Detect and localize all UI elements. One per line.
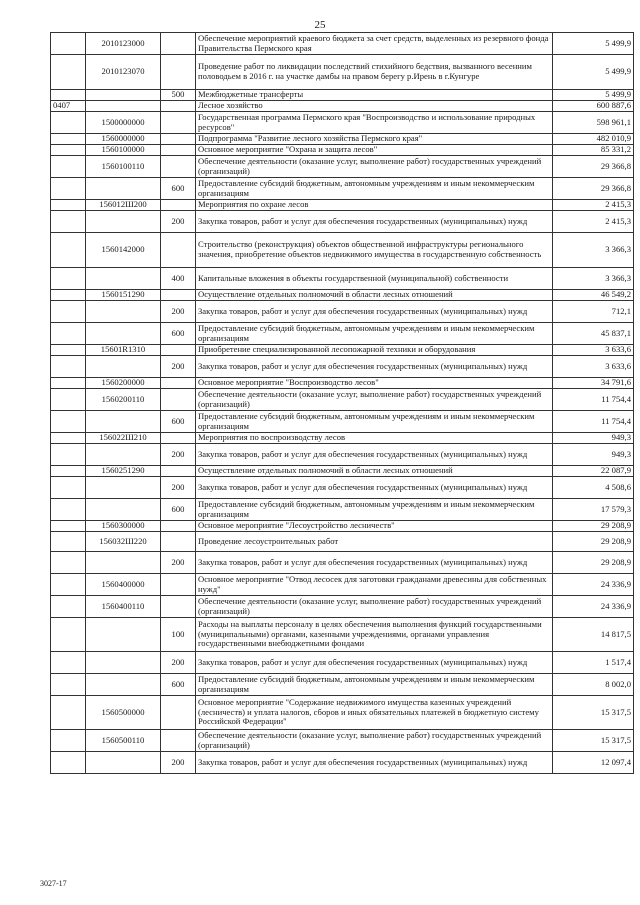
target-article-cell: 156012Ш200: [86, 200, 161, 211]
section-code-cell: 0407: [51, 101, 86, 112]
section-code-cell: [51, 134, 86, 145]
item-name-cell: Предоставление субсидий бюджетным, автономным учреждениям и иным некоммерческим организациям: [196, 411, 553, 433]
target-article-cell: 156022Ш210: [86, 433, 161, 444]
table-row: [51, 618, 634, 652]
section-code-cell: [51, 378, 86, 389]
expense-type-cell: [161, 378, 196, 389]
item-name-cell: Строительство (реконструкция) объектов общественной инфраструктуры регионального значения, приобретение объектов недвижимого имущества в государственную собственность: [196, 233, 553, 268]
expense-type-cell: [161, 290, 196, 301]
expense-type-cell: [161, 233, 196, 268]
target-article-cell: 1560200110: [86, 389, 161, 411]
table-row: [51, 752, 634, 774]
target-article-cell: 1560300000: [86, 521, 161, 532]
item-name-cell: Основное мероприятие "Лесоустройство лесничеств": [196, 521, 553, 532]
item-name-cell: Межбюджетные трансферты: [196, 90, 553, 101]
budget-table-body: [51, 33, 634, 774]
amount-cell: 949,3: [553, 444, 634, 466]
amount-cell: 1 517,4: [553, 652, 634, 674]
target-article-cell: [86, 552, 161, 574]
target-article-cell: [86, 477, 161, 499]
table-row: [51, 652, 634, 674]
target-article-cell: [86, 301, 161, 323]
table-row: [51, 345, 634, 356]
expense-type-cell: [161, 389, 196, 411]
section-code-cell: [51, 411, 86, 433]
amount-cell: 598 961,1: [553, 112, 634, 134]
expense-type-cell: 200: [161, 444, 196, 466]
amount-cell: 85 331,2: [553, 145, 634, 156]
target-article-cell: [86, 618, 161, 652]
target-article-cell: 156032Ш220: [86, 532, 161, 552]
amount-cell: 24 336,9: [553, 596, 634, 618]
amount-cell: 29 208,9: [553, 532, 634, 552]
item-name-cell: Закупка товаров, работ и услуг для обеспечения государственных (муниципальных) нужд: [196, 356, 553, 378]
expense-type-cell: 200: [161, 552, 196, 574]
expense-type-cell: 600: [161, 499, 196, 521]
expense-type-cell: [161, 55, 196, 90]
table-row: [51, 532, 634, 552]
amount-cell: 949,3: [553, 433, 634, 444]
amount-cell: 15 317,5: [553, 696, 634, 730]
target-article-cell: 1560151290: [86, 290, 161, 301]
expense-type-cell: 200: [161, 301, 196, 323]
target-article-cell: 1560500110: [86, 730, 161, 752]
expense-type-cell: 400: [161, 268, 196, 290]
item-name-cell: Обеспечение деятельности (оказание услуг, выполнение работ) государственных учреждений (организаций): [196, 389, 553, 411]
item-name-cell: Обеспечение деятельности (оказание услуг, выполнение работ) государственных учреждений (организаций): [196, 596, 553, 618]
amount-cell: 29 208,9: [553, 521, 634, 532]
section-code-cell: [51, 433, 86, 444]
amount-cell: 46 549,2: [553, 290, 634, 301]
item-name-cell: Капитальные вложения в объекты государственной (муниципальной) собственности: [196, 268, 553, 290]
section-code-cell: [51, 323, 86, 345]
item-name-cell: Предоставление субсидий бюджетным, автономным учреждениям и иным некоммерческим организациям: [196, 674, 553, 696]
table-row: [51, 552, 634, 574]
table-row: [51, 233, 634, 268]
item-name-cell: Основное мероприятие "Отвод лесосек для заготовки гражданами древесины для собственных нужд": [196, 574, 553, 596]
target-article-cell: 15601R1310: [86, 345, 161, 356]
table-row: [51, 301, 634, 323]
expense-type-cell: [161, 145, 196, 156]
target-article-cell: [86, 178, 161, 200]
expense-type-cell: [161, 466, 196, 477]
section-code-cell: [51, 156, 86, 178]
target-article-cell: 1560142000: [86, 233, 161, 268]
amount-cell: 5 499,9: [553, 90, 634, 101]
target-article-cell: [86, 444, 161, 466]
table-row: [51, 521, 634, 532]
section-code-cell: [51, 90, 86, 101]
item-name-cell: Обеспечение деятельности (оказание услуг, выполнение работ) государственных учреждений (организаций): [196, 156, 553, 178]
amount-cell: 29 208,9: [553, 552, 634, 574]
section-code-cell: [51, 145, 86, 156]
amount-cell: 11 754,4: [553, 389, 634, 411]
table-row: [51, 356, 634, 378]
expense-type-cell: [161, 101, 196, 112]
table-row: [51, 444, 634, 466]
expense-type-cell: [161, 574, 196, 596]
section-code-cell: [51, 674, 86, 696]
amount-cell: 3 366,3: [553, 268, 634, 290]
item-name-cell: Закупка товаров, работ и услуг для обеспечения государственных (муниципальных) нужд: [196, 211, 553, 233]
amount-cell: 45 837,1: [553, 323, 634, 345]
section-code-cell: [51, 521, 86, 532]
target-article-cell: 1500000000: [86, 112, 161, 134]
expense-type-cell: 200: [161, 752, 196, 774]
target-article-cell: 1560200000: [86, 378, 161, 389]
amount-cell: 4 508,6: [553, 477, 634, 499]
table-row: [51, 477, 634, 499]
expense-type-cell: [161, 112, 196, 134]
amount-cell: 5 499,9: [553, 33, 634, 55]
item-name-cell: Обеспечение деятельности (оказание услуг, выполнение работ) государственных учреждений (организаций): [196, 730, 553, 752]
target-article-cell: [86, 90, 161, 101]
item-name-cell: Закупка товаров, работ и услуг для обеспечения государственных (муниципальных) нужд: [196, 444, 553, 466]
amount-cell: 22 087,9: [553, 466, 634, 477]
expense-type-cell: [161, 345, 196, 356]
target-article-cell: [86, 652, 161, 674]
table-row: [51, 156, 634, 178]
section-code-cell: [51, 345, 86, 356]
amount-cell: 2 415,3: [553, 200, 634, 211]
target-article-cell: [86, 356, 161, 378]
amount-cell: 5 499,9: [553, 55, 634, 90]
table-row: [51, 696, 634, 730]
expense-type-cell: [161, 730, 196, 752]
section-code-cell: [51, 389, 86, 411]
expense-type-cell: [161, 200, 196, 211]
item-name-cell: Расходы на выплаты персоналу в целях обеспечения выполнения функций государственными (муниципальными) органами, казенными учреждениями, органами управления государственными внебюджетными фондами: [196, 618, 553, 652]
expense-type-cell: 200: [161, 211, 196, 233]
expense-type-cell: 500: [161, 90, 196, 101]
target-article-cell: [86, 674, 161, 696]
item-name-cell: Закупка товаров, работ и услуг для обеспечения государственных (муниципальных) нужд: [196, 552, 553, 574]
expense-type-cell: [161, 696, 196, 730]
table-row: [51, 211, 634, 233]
expense-type-cell: [161, 156, 196, 178]
target-article-cell: 1560400000: [86, 574, 161, 596]
target-article-cell: 1560400110: [86, 596, 161, 618]
section-code-cell: [51, 730, 86, 752]
table-row: [51, 378, 634, 389]
target-article-cell: [86, 752, 161, 774]
section-code-cell: [51, 552, 86, 574]
item-name-cell: Предоставление субсидий бюджетным, автономным учреждениям и иным некоммерческим организациям: [196, 499, 553, 521]
expense-type-cell: 200: [161, 477, 196, 499]
expense-type-cell: [161, 33, 196, 55]
expense-type-cell: 200: [161, 356, 196, 378]
item-name-cell: Закупка товаров, работ и услуг для обеспечения государственных (муниципальных) нужд: [196, 652, 553, 674]
expense-type-cell: 100: [161, 618, 196, 652]
section-code-cell: [51, 112, 86, 134]
item-name-cell: Мероприятия по воспроизводству лесов: [196, 433, 553, 444]
budget-table: [50, 32, 634, 774]
item-name-cell: Проведение работ по ликвидации последствий стихийного бедствия, вызванного весенним половодьем в 2016 г. на участке дамбы на правом берегу р.Ирень в г.Кунгуре: [196, 55, 553, 90]
item-name-cell: Приобретение специализированной лесопожарной техники и оборудования: [196, 345, 553, 356]
table-row: [51, 389, 634, 411]
section-code-cell: [51, 268, 86, 290]
target-article-cell: 1560000000: [86, 134, 161, 145]
section-code-cell: [51, 477, 86, 499]
target-article-cell: [86, 411, 161, 433]
item-name-cell: Основное мероприятие "Воспроизводство лесов": [196, 378, 553, 389]
table-row: [51, 323, 634, 345]
amount-cell: 12 097,4: [553, 752, 634, 774]
section-code-cell: [51, 466, 86, 477]
table-row: [51, 55, 634, 90]
expense-type-cell: 600: [161, 411, 196, 433]
section-code-cell: [51, 444, 86, 466]
amount-cell: 29 366,8: [553, 156, 634, 178]
page-number: 25: [314, 19, 326, 31]
table-row: [51, 90, 634, 101]
section-code-cell: [51, 696, 86, 730]
section-code-cell: [51, 233, 86, 268]
footer-document-code: 3027-17: [40, 879, 67, 888]
item-name-cell: Государственная программа Пермского края "Воспроизводство и использование природных ресурсов": [196, 112, 553, 134]
target-article-cell: 1560100110: [86, 156, 161, 178]
amount-cell: 3 366,3: [553, 233, 634, 268]
amount-cell: 14 817,5: [553, 618, 634, 652]
expense-type-cell: 600: [161, 674, 196, 696]
expense-type-cell: [161, 532, 196, 552]
table-row: [51, 596, 634, 618]
amount-cell: 712,1: [553, 301, 634, 323]
section-code-cell: [51, 652, 86, 674]
item-name-cell: Проведение лесоустроительных работ: [196, 532, 553, 552]
item-name-cell: Обеспечение мероприятий краевого бюджета за счет средств, выделенных из резервного фонда Правительства Пермского края: [196, 33, 553, 55]
table-row: [51, 499, 634, 521]
target-article-cell: 2010123000: [86, 33, 161, 55]
section-code-cell: [51, 33, 86, 55]
section-code-cell: [51, 596, 86, 618]
amount-cell: 600 887,6: [553, 101, 634, 112]
section-code-cell: [51, 301, 86, 323]
section-code-cell: [51, 574, 86, 596]
table-row: [51, 134, 634, 145]
table-row: [51, 33, 634, 55]
amount-cell: 482 010,9: [553, 134, 634, 145]
amount-cell: 15 317,5: [553, 730, 634, 752]
table-row: [51, 101, 634, 112]
table-row: [51, 145, 634, 156]
section-code-cell: [51, 499, 86, 521]
item-name-cell: Подпрограмма "Развитие лесного хозяйства Пермского края": [196, 134, 553, 145]
amount-cell: 11 754,4: [553, 411, 634, 433]
target-article-cell: [86, 499, 161, 521]
amount-cell: 2 415,3: [553, 211, 634, 233]
table-row: [51, 200, 634, 211]
amount-cell: 24 336,9: [553, 574, 634, 596]
section-code-cell: [51, 532, 86, 552]
target-article-cell: 1560100000: [86, 145, 161, 156]
target-article-cell: [86, 211, 161, 233]
item-name-cell: Основное мероприятие "Содержание недвижимого имущества казенных учреждений (лесничеств) и уплата налогов, сборов и иных обязательных платежей в бюджетную систему Российской Федерации": [196, 696, 553, 730]
item-name-cell: Предоставление субсидий бюджетным, автономным учреждениям и иным некоммерческим организациям: [196, 323, 553, 345]
table-row: [51, 674, 634, 696]
item-name-cell: Лесное хозяйство: [196, 101, 553, 112]
target-article-cell: [86, 268, 161, 290]
section-code-cell: [51, 356, 86, 378]
item-name-cell: Закупка товаров, работ и услуг для обеспечения государственных (муниципальных) нужд: [196, 477, 553, 499]
item-name-cell: Закупка товаров, работ и услуг для обеспечения государственных (муниципальных) нужд: [196, 301, 553, 323]
section-code-cell: [51, 618, 86, 652]
item-name-cell: Мероприятия по охране лесов: [196, 200, 553, 211]
expense-type-cell: 200: [161, 652, 196, 674]
amount-cell: 3 633,6: [553, 345, 634, 356]
item-name-cell: Закупка товаров, работ и услуг для обеспечения государственных (муниципальных) нужд: [196, 752, 553, 774]
target-article-cell: [86, 323, 161, 345]
section-code-cell: [51, 178, 86, 200]
expense-type-cell: [161, 134, 196, 145]
table-row: [51, 112, 634, 134]
expense-type-cell: 600: [161, 178, 196, 200]
section-code-cell: [51, 55, 86, 90]
table-row: [51, 290, 634, 301]
section-code-cell: [51, 200, 86, 211]
section-code-cell: [51, 211, 86, 233]
table-row: [51, 730, 634, 752]
item-name-cell: Предоставление субсидий бюджетным, автономным учреждениям и иным некоммерческим организациям: [196, 178, 553, 200]
item-name-cell: Основное мероприятие "Охрана и защита лесов": [196, 145, 553, 156]
expense-type-cell: 600: [161, 323, 196, 345]
table-row: [51, 574, 634, 596]
target-article-cell: 1560500000: [86, 696, 161, 730]
amount-cell: 29 366,8: [553, 178, 634, 200]
target-article-cell: 2010123070: [86, 55, 161, 90]
amount-cell: 34 791,6: [553, 378, 634, 389]
target-article-cell: 1560251290: [86, 466, 161, 477]
amount-cell: 8 002,0: [553, 674, 634, 696]
section-code-cell: [51, 290, 86, 301]
amount-cell: 3 633,6: [553, 356, 634, 378]
expense-type-cell: [161, 521, 196, 532]
amount-cell: 17 579,3: [553, 499, 634, 521]
expense-type-cell: [161, 596, 196, 618]
table-row: [51, 268, 634, 290]
table-row: [51, 433, 634, 444]
item-name-cell: Осуществление отдельных полномочий в области лесных отношений: [196, 466, 553, 477]
item-name-cell: Осуществление отдельных полномочий в области лесных отношений: [196, 290, 553, 301]
table-row: [51, 178, 634, 200]
table-row: [51, 466, 634, 477]
target-article-cell: [86, 101, 161, 112]
expense-type-cell: [161, 433, 196, 444]
table-row: [51, 411, 634, 433]
section-code-cell: [51, 752, 86, 774]
